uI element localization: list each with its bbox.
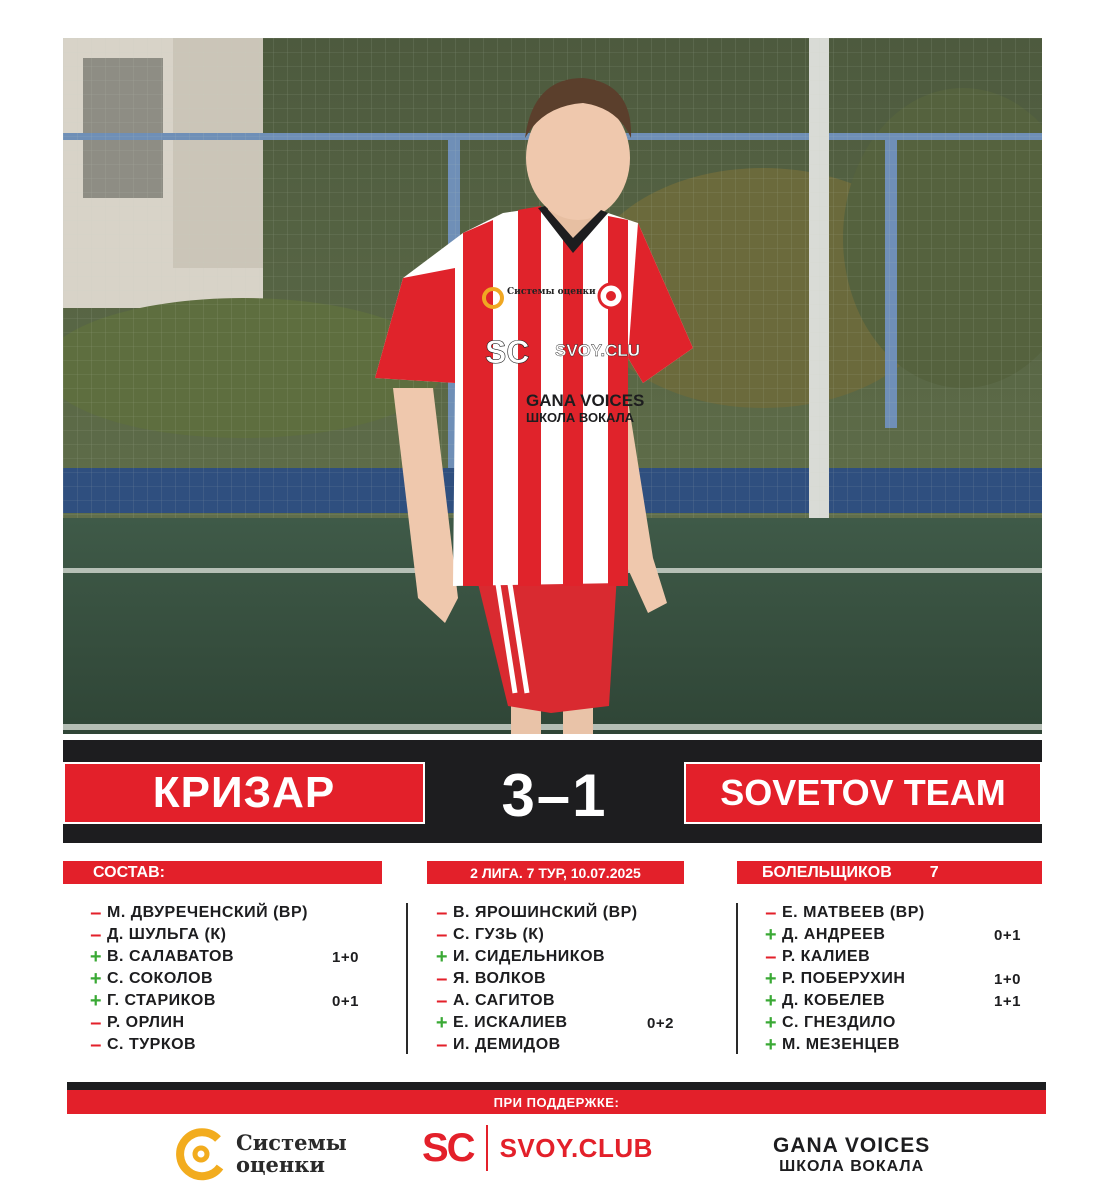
fans-count: 7: [929, 863, 939, 881]
plus-icon: +: [89, 989, 103, 1012]
sponsor1-line2: оценки: [236, 1152, 325, 1177]
player-stat: 0+1: [332, 992, 359, 1010]
player-name: И. ДЕМИДОВ: [453, 1036, 561, 1053]
match-score: 3–1: [501, 761, 608, 829]
player-name: В. ЯРОШИНСКИЙ (ВР): [453, 904, 638, 921]
player-name: Е. ИСКАЛИЕВ: [453, 1014, 568, 1031]
player-name: В. САЛАВАТОВ: [107, 948, 235, 965]
player-row: [433, 1034, 703, 1056]
player-name: М. МЕЗЕНЦЕВ: [782, 1036, 900, 1053]
plus-icon: +: [764, 1011, 778, 1034]
plus-icon: +: [89, 945, 103, 968]
player-row: [87, 902, 377, 924]
player-row: [762, 924, 1042, 946]
column-divider: [406, 903, 408, 1054]
player-name: Р. ПОБЕРУХИН: [782, 970, 906, 987]
svoy-club-logo-icon: SC: [422, 1125, 474, 1170]
player-row: [87, 1012, 377, 1034]
jersey-sponsor3-sub: ШКОЛА ВОКАЛА: [526, 410, 635, 425]
sponsor1-line1: Системы: [236, 1130, 347, 1155]
player-name: С. ГНЕЗДИЛО: [782, 1014, 896, 1031]
sistemy-logo-icon: [176, 1127, 226, 1181]
minus-icon: –: [90, 1033, 102, 1056]
player-row: [433, 924, 703, 946]
player-name: М. ДВУРЕЧЕНСКИЙ (ВР): [107, 904, 308, 921]
player-name: Е. МАТВЕЕВ (ВР): [782, 904, 925, 921]
minus-icon: –: [436, 1033, 448, 1056]
plus-icon: +: [764, 989, 778, 1012]
plus-icon: +: [435, 1011, 449, 1034]
away-team-name: SOVETOV TEAM: [684, 762, 1042, 824]
player-row: [433, 968, 703, 990]
minus-icon: –: [436, 989, 448, 1012]
player-stat: 1+1: [994, 992, 1021, 1010]
player-name: Я. ВОЛКОВ: [453, 970, 547, 987]
mid-lineup-list: [433, 902, 703, 1056]
player-row: [87, 968, 377, 990]
player-name: Г. СТАРИКОВ: [107, 992, 216, 1009]
player-name: Д. ШУЛЬГА (К): [107, 926, 227, 943]
match-info-header: 2 ЛИГА. 7 ТУР, 10.07.2025: [427, 861, 684, 884]
player-name: А. САГИТОВ: [453, 992, 556, 1009]
sponsor-label: ПРИ ПОДДЕРЖКЕ:: [67, 1090, 1046, 1114]
player-row: [433, 902, 703, 924]
player-stat: 0+2: [647, 1014, 674, 1032]
player-row: [762, 968, 1042, 990]
player-name: Д. КОБЕЛЕВ: [782, 992, 886, 1009]
plus-icon: +: [89, 967, 103, 990]
player-name: Р. ОРЛИН: [107, 1014, 185, 1031]
jersey-sponsor3: GANA VOICES: [526, 391, 645, 410]
minus-icon: –: [90, 1011, 102, 1034]
player-row: [433, 990, 703, 1012]
player-name: С. СОКОЛОВ: [107, 970, 214, 987]
home-lineup-list: [87, 902, 377, 1056]
minus-icon: –: [90, 923, 102, 946]
player-row: [433, 946, 703, 968]
player-row: [762, 946, 1042, 968]
sponsor2-name: SVOY.CLUB: [499, 1132, 653, 1163]
sponsor-gana-voices: [773, 1134, 930, 1176]
player-stat: 0+1: [994, 926, 1021, 944]
plus-icon: +: [764, 923, 778, 946]
jersey-sponsor2: SVOY.CLU: [555, 341, 641, 360]
player-row: [87, 946, 377, 968]
sponsor3-line2: ШКОЛА ВОКАЛА: [779, 1158, 925, 1175]
player-photo: [63, 38, 1042, 734]
minus-icon: –: [436, 923, 448, 946]
player-name: Д. АНДРЕЕВ: [782, 926, 886, 943]
player-row: [87, 1034, 377, 1056]
player-row: [762, 1034, 1042, 1056]
player-name: И. СИДЕЛЬНИКОВ: [453, 948, 606, 965]
sponsor3-line1: GANA VOICES: [773, 1134, 931, 1157]
player-name: С. ГУЗЬ (К): [453, 926, 545, 943]
player-row: [762, 902, 1042, 924]
away-lineup-list: [762, 902, 1042, 1056]
player-name: Р. КАЛИЕВ: [782, 948, 871, 965]
minus-icon: –: [765, 901, 777, 924]
player-row: [762, 1012, 1042, 1034]
svg-text:SC: SC: [485, 334, 530, 370]
player-name: С. ТУРКОВ: [107, 1036, 197, 1053]
sponsor-sistemy-otsenki: [176, 1127, 347, 1181]
fans-label: БОЛЕЛЬЩИКОВ: [762, 863, 892, 881]
plus-icon: +: [435, 945, 449, 968]
player-row: [762, 990, 1042, 1012]
minus-icon: –: [765, 945, 777, 968]
column-divider: [736, 903, 738, 1054]
jersey-sponsor1: Системы оценки: [507, 287, 596, 297]
player-stat: 1+0: [332, 948, 359, 966]
plus-icon: +: [764, 967, 778, 990]
lineup-header: СОСТАВ:: [63, 861, 382, 884]
player-stat: 1+0: [994, 970, 1021, 988]
minus-icon: –: [90, 901, 102, 924]
plus-icon: +: [764, 1033, 778, 1056]
minus-icon: –: [436, 901, 448, 924]
sponsor-svoy-club: [422, 1125, 653, 1171]
player-row: [87, 924, 377, 946]
home-team-name: КРИЗАР: [63, 762, 425, 824]
fans-header: [737, 861, 1042, 884]
minus-icon: –: [436, 967, 448, 990]
player-row: [87, 990, 377, 1012]
sponsor-bar: [67, 1082, 1046, 1114]
player-row: [433, 1012, 703, 1034]
